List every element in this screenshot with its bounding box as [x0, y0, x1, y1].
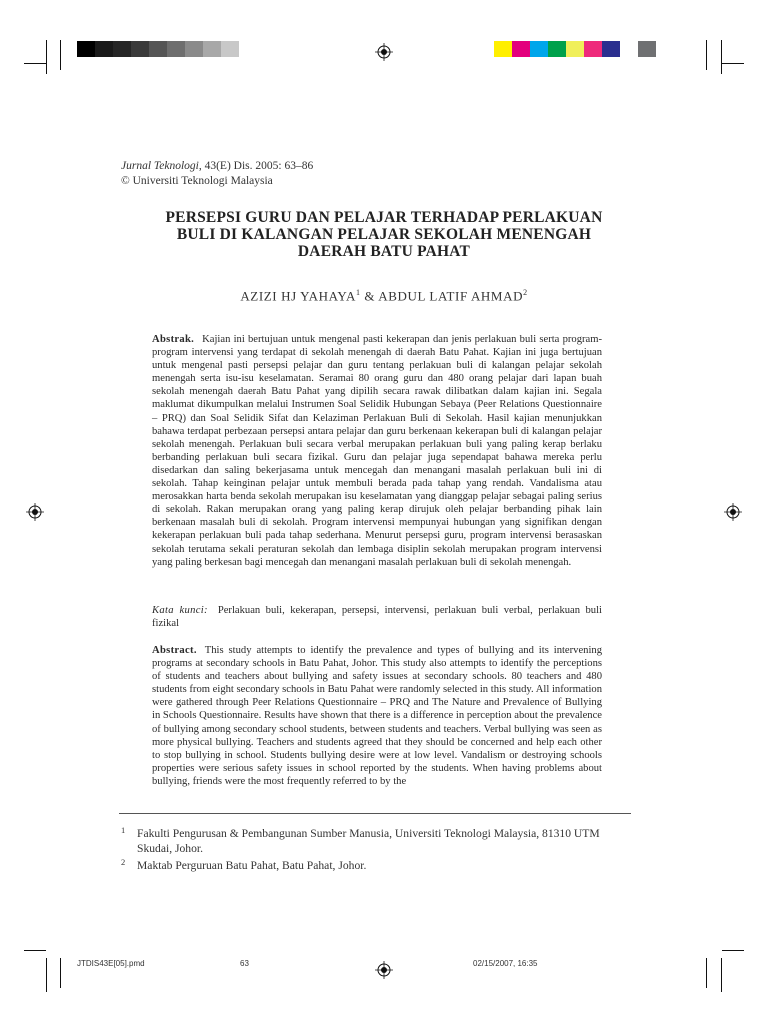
abstrak-paragraph	[152, 333, 602, 569]
journal-citation: , 43(E) Dis. 2005: 63–86	[198, 160, 314, 172]
author-affiliation-marker: 1	[355, 288, 361, 297]
registration-mark-icon	[26, 503, 44, 521]
author-separator: &	[360, 288, 379, 304]
author-name: ABDUL LATIF AHMAD	[378, 288, 524, 304]
color-swatch	[620, 41, 638, 57]
keywords-label: Kata kunci:	[152, 605, 208, 616]
color-swatch	[221, 41, 239, 57]
keywords-text: Perlakuan buli, kekerapan, persepsi, intervensi, perlakuan buli verbal, perlakuan buli fizikal	[152, 605, 602, 630]
footnote-number: 2	[121, 857, 126, 867]
color-swatch	[149, 41, 167, 57]
color-swatch	[131, 41, 149, 57]
color-swatch	[548, 41, 566, 57]
title-line: DAERAH BATU PAHAT	[297, 243, 471, 260]
process-color-bar	[494, 41, 674, 57]
registration-mark-icon	[724, 503, 742, 521]
slug-filename: JTDIS43E[05].pmd	[77, 959, 145, 968]
abstract-label: Abstract.	[152, 645, 197, 656]
author-name: AZIZI HJ YAHAYA	[240, 288, 356, 304]
journal-name: Jurnal Teknologi	[121, 160, 199, 172]
author-affiliation-marker: 2	[523, 288, 528, 297]
abstract-text: This study attempts to identify the prevalence and types of bullying and its intervening programs at secondary schools in Batu Pahat, Johor. This study also attempts to identify the perceptions of students and teachers about bullying and safety issues at secondary schools. 80 teachers and 480 students from eight secondary schools in Batu Pahat were randomly selected in this study. All information were gathered through Peer Relations Questionnaire – PRQ and The Nature and Prevalence of Bullying in Schools Questionnaire. Results have shown that there is a difference in perception about the prevalence of bullying among secondary school students, between students and teachers. Verbal bullying was seen as more physical bullying. Teachers and students agreed that they should be concerned and help each other to stop bullying in school. Students bullying desire were at low level. Vandalism or destroying schools properties were serious safety issues in school reported by the students. When having problems about bullying, friends were the most frequently referred to by the	[152, 645, 602, 787]
grayscale-color-bar	[77, 41, 257, 57]
footnote	[121, 826, 636, 856]
journal-copyright: © Universiti Teknologi Malaysia	[121, 175, 273, 187]
journal-header	[121, 159, 313, 189]
slug-datetime: 02/15/2007, 16:35	[473, 959, 538, 968]
registration-mark-icon	[375, 43, 393, 61]
footnote-divider	[119, 813, 631, 814]
abstrak-text: Kajian ini bertujuan untuk mengenal pasti kekerapan dan jenis perlakuan buli serta program-program intervensi yang terdapat di sekolah menengah di daerah Batu Pahat. Kajian ini juga bertujuan untuk mengenal pasti persepsi pelajar dan guru tentang perlakuan buli di kalangan pelajar sekolah menengah serta isu-isu keselamatan. Seramai 80 orang guru dan 480 orang pelajar dari lapan buah sekolah menengah daerah Batu Pahat yang dipilih secara rawak dilibatkan dalam kajian ini. Segala maklumat dikumpulkan melalui Instrumen Soal Selidik Hubungan Sebaya (Peer Relations Questionnaire – PRQ) dan Soal Selidik Sifat dan Kelaziman Perlakuan Buli di Sekolah. Hasil kajian menunjukkan bahawa terdapat perbezaan persepsi antara pelajar dan guru berkenaan kekerapan buli di kalangan pelajar sekolah menengah. Perlakuan buli secara verbal merupakan perlakuan buli yang paling kerap berlaku berbanding perlakuan buli secara fizikal. Guru dan pelajar juga sependapat bahawa mereka perlu disedarkan dan saling bekerjasama untuk mencegah dan menangani masalah perlakuan buli ini di sekolah. Tahap keinginan pelajar untuk membuli berada pada tahap yang rendah. Vandalisma atau merosakkan harta benda sekolah merupakan isu keselamatan yang dianggap pelajar sebagai paling serius di sekolah. Rakan merupakan orang yang paling kerap dirujuk oleh pelajar berbanding pihak lain berkenaan masalah buli di sekolah. Program intervensi mempunyai hubungan yang signifikan dengan kekerapan perlakuan buli pada tahap sederhana. Menurut persepsi guru, program intervensi berasaskan sekolah terutama sekali peraturan sekolah dan lembaga disiplin sekolah merupakan program intervensi yang paling berkesan bagi mencegah dan menangani masalah perlakuan buli di sekolah menengah.	[152, 334, 602, 568]
color-swatch	[494, 41, 512, 57]
color-swatch	[77, 41, 95, 57]
article-authors	[100, 288, 668, 304]
title-line: PERSEPSI GURU DAN PELAJAR TERHADAP PERLAKUAN	[165, 209, 603, 226]
color-swatch	[584, 41, 602, 57]
color-swatch	[203, 41, 221, 57]
color-swatch	[185, 41, 203, 57]
color-swatch	[656, 41, 674, 57]
footnote	[121, 858, 636, 873]
title-line: BULI DI KALANGAN PELAJAR SEKOLAH MENENGAH	[176, 226, 592, 243]
registration-mark-icon	[375, 961, 393, 979]
color-swatch	[530, 41, 548, 57]
color-swatch	[239, 41, 257, 57]
color-swatch	[638, 41, 656, 57]
color-swatch	[602, 41, 620, 57]
abstract-paragraph	[152, 644, 602, 794]
color-swatch	[566, 41, 584, 57]
footnote-number: 1	[121, 825, 126, 835]
color-swatch	[512, 41, 530, 57]
article-title	[100, 209, 668, 260]
keywords-paragraph	[152, 604, 602, 630]
abstrak-label: Abstrak.	[152, 334, 195, 345]
footnote-text: Maktab Perguruan Batu Pahat, Batu Pahat, Johor.	[137, 859, 367, 872]
slug-page-number: 63	[240, 959, 249, 968]
color-swatch	[113, 41, 131, 57]
color-swatch	[95, 41, 113, 57]
footnote-text: Fakulti Pengurusan & Pembangunan Sumber Manusia, Universiti Teknologi Malaysia, 81310 UTM Skudai, Johor.	[137, 827, 600, 855]
color-swatch	[167, 41, 185, 57]
